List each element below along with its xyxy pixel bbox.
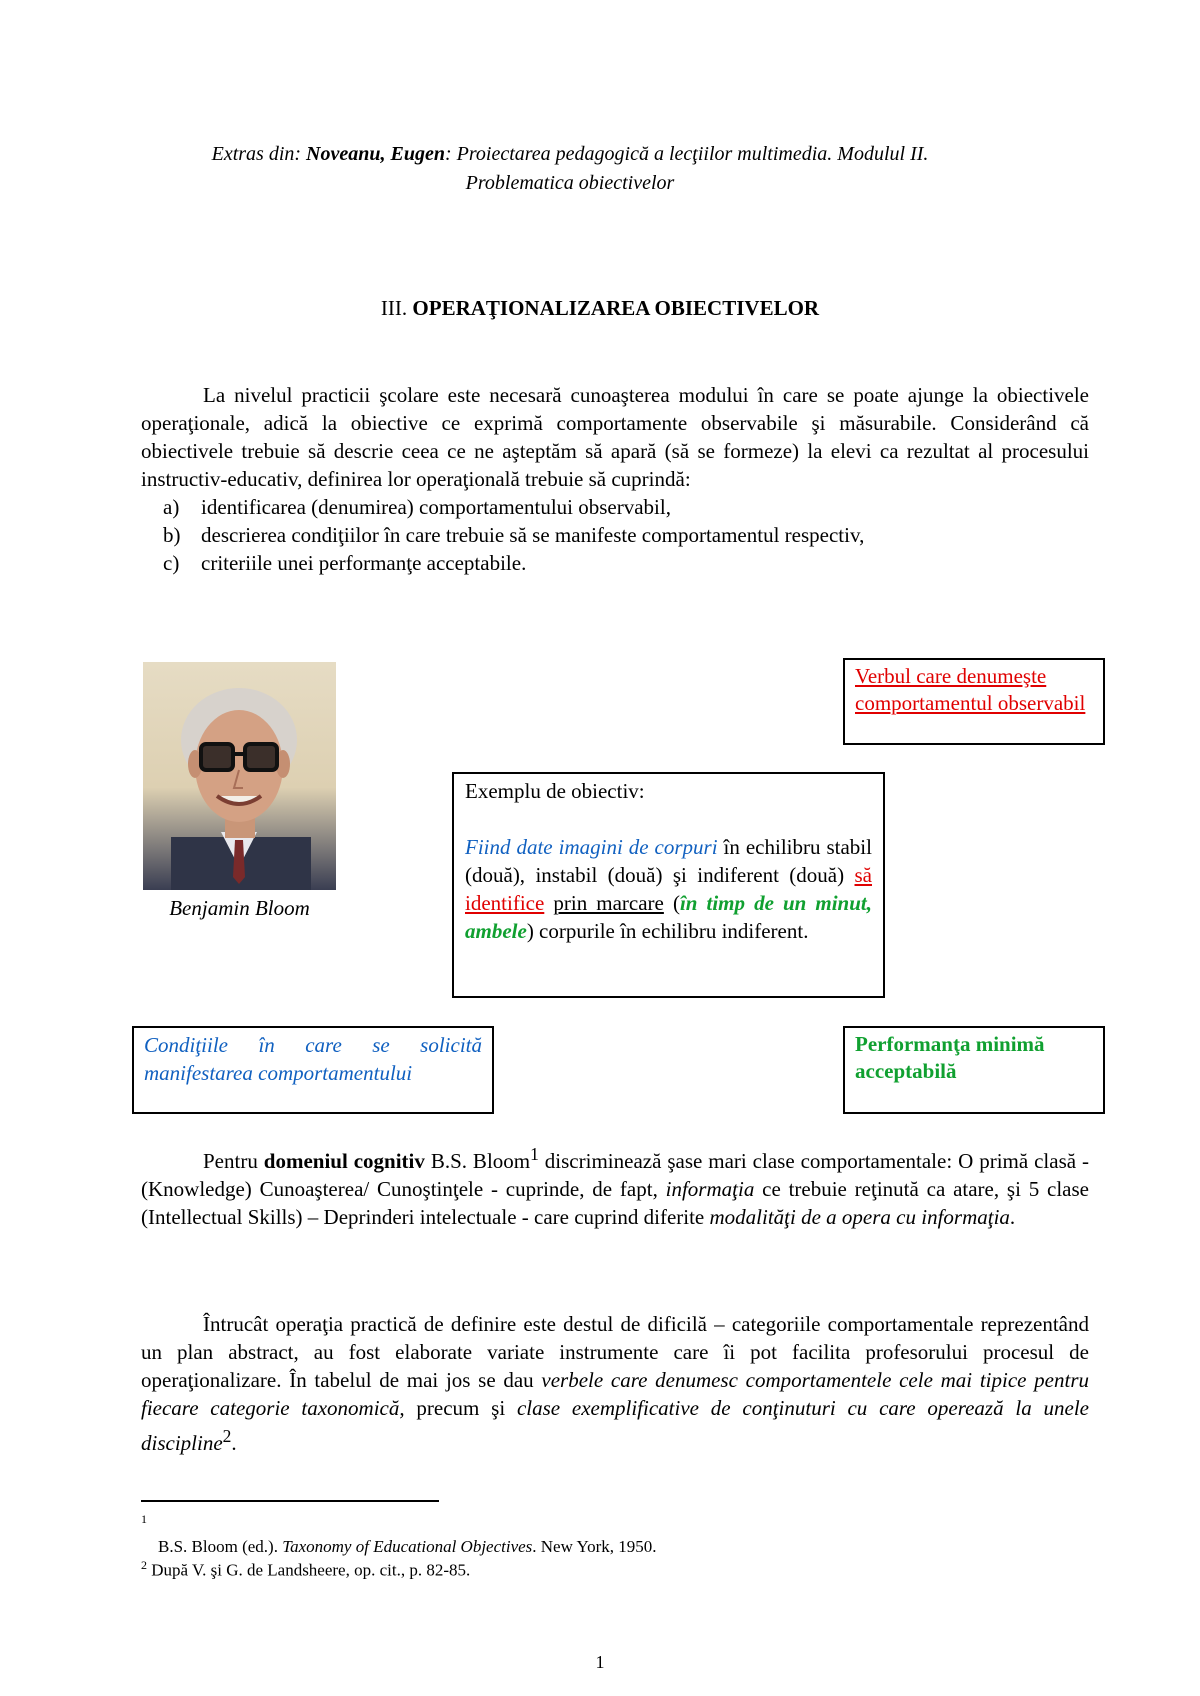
- conditions-callout: Condiţiile în care se solicită manifestarea comportamentului: [132, 1026, 494, 1114]
- list-item: a) identificarea (denumirea) comportamentului observabil,: [163, 495, 671, 519]
- page-number: 1: [595, 1652, 605, 1672]
- document-header: [120, 140, 1020, 198]
- list-item: c) criteriile unei performanţe acceptabile.: [163, 551, 527, 575]
- performance-callout: Performanţa minimă acceptabilă: [843, 1026, 1105, 1114]
- requirements-list: [163, 493, 1083, 577]
- example-objective-box: [452, 772, 885, 998]
- list-item: b) descrierea condiţiilor în care trebuie să se manifeste comportamentul respectiv,: [163, 523, 865, 547]
- intro-paragraph: La nivelul practicii şcolare este necesară cunoaşterea modului în care se poate ajunge la obiectivele operaţionale, adică la obiective ce exprimă comportamente observabile şi măsurabile. Considerând că obiectivele trebuie să descrie ceea ce ne aşteptăm să apară (să se formeze) la elevi ca rezultat al procesului instructiv-educativ, definirea lor operaţională trebuie să cuprindă:: [141, 383, 1089, 491]
- photo-caption: Benjamin Bloom: [169, 896, 310, 920]
- bloom-paragraph: Pentru domeniul cognitiv B.S. Bloom$^1$ discriminează şase mari clase comportamentale: O primă clasă - (Knowledge) Cunoaşterea/ Cunoştinţele - cuprinde, de fapt, informaţia ce trebuie reţinută ca atare, şi 5 clase (Intellectual Skills) – Deprinderi intelectuale - care cuprind diferite modalităţi de a opera cu informaţia.: [141, 1144, 1090, 1229]
- header-line-2: Problematica obiectivelor: [465, 172, 675, 194]
- benjamin-bloom-photo: [143, 662, 336, 890]
- example-text: Fiind date imagini de corpuri în echilibru stabil (două), instabil (două) şi indiferent (două) să identifice prin marcare (în timp de un minut, ambele) corpurile în echilibru indiferent.: [465, 835, 873, 943]
- tools-paragraph: Întrucât operaţia practică de definire este destul de dificilă – categoriile comportamentale reprezentând un plan abstract, au fost elaborate variate instrumente care îi pot facilita profesorului procesul de operaţionalizare. În tabelul de mai jos se dau verbele care denumesc comportamentele cele mai tipice pentru fiecare categorie taxonomică, precum şi clase exemplificative de conţinuturi cu care operează la unele discipline$^2$.: [141, 1312, 1089, 1455]
- footnote-2: $^2$ După V. şi G. de Landsheere, op. cit., p. 82-85.: [141, 1558, 471, 1580]
- footnote-1: $^1$ B.S. Bloom (ed.). Taxonomy of Educational Objectives. New York, 1950.: [141, 1512, 657, 1556]
- verb-callout: Verbul care denumeşte comportamentul observabil: [843, 658, 1105, 745]
- header-author: Noveanu, Eugen: [306, 143, 445, 165]
- header-line-1: Extras din: Noveanu, Eugen: Proiectarea pedagogică a lecţiilor multimedia. Modulul II.: [211, 143, 929, 165]
- example-heading: Exemplu de obiectiv:: [465, 779, 645, 803]
- footnote-separator: [141, 1500, 439, 1502]
- section-title: III. OPERAŢIONALIZAREA OBIECTIVELOR: [380, 296, 820, 320]
